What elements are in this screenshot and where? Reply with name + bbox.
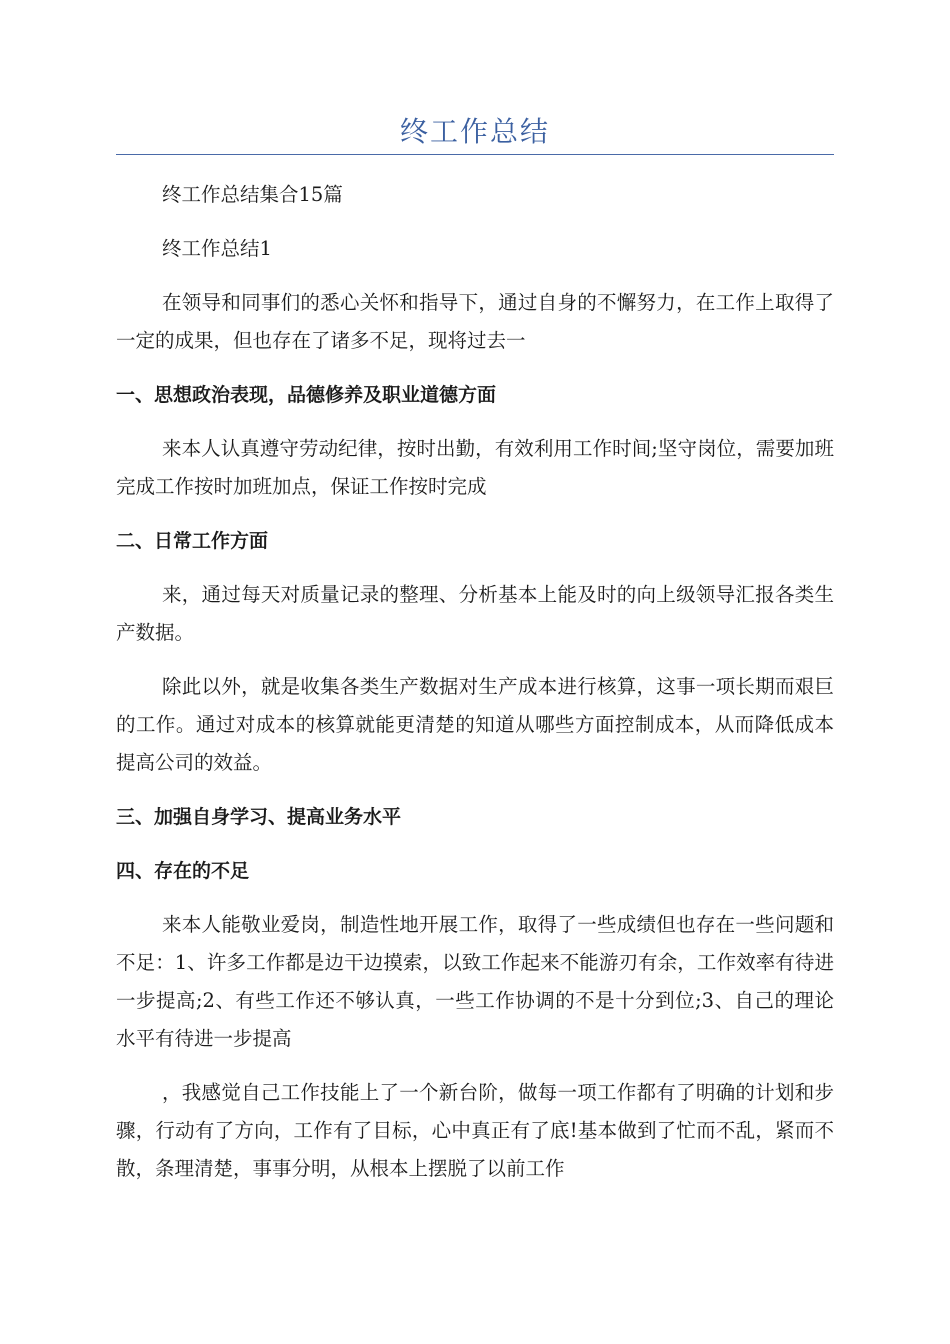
section-title: 终工作总结1 (162, 237, 272, 260)
heading-political: 一、思想政治表现，品德修养及职业道德方面 (116, 384, 497, 406)
heading-daily-work: 二、日常工作方面 (116, 530, 269, 552)
paragraph-shortcomings: 来本人能敬业爱岗，制造性地开展工作，取得了一些成绩但也存在一些问题和不足：1、许多工作都是边干边摸索，以致工作起来不能游刃有余，工作效率有待进一步提高;2、有些工作还不够认真，一些工作协调的不是十分到位;3、自己的理论水平有待进一步提高 (116, 913, 835, 1050)
intro-paragraph: 在领导和同事们的悉心关怀和指导下，通过自身的不懈努力，在工作上取得了一定的成果，但也存在了诸多不足，现将过去一 (116, 291, 834, 352)
heading-shortcomings: 四、存在的不足 (116, 860, 250, 882)
title-underline (116, 154, 834, 155)
document-title: 终工作总结 (399, 115, 550, 148)
paragraph-cost-accounting: 除此以外，就是收集各类生产数据对生产成本进行核算，这事一项长期而艰巨的工作。通过对成本的核算就能更清楚的知道从哪些方面控制成本，从而降低成本提高公司的效益。 (116, 675, 834, 774)
paragraph-quality-records: 来，通过每天对质量记录的整理、分析基本上能及时的向上级领导汇报各类生产数据。 (116, 583, 834, 644)
heading-self-study: 三、加强自身学习、提高业务水平 (116, 806, 402, 828)
paragraph-improvement: ，我感觉自己工作技能上了一个新台阶，做每一项工作都有了明确的计划和步骤，行动有了方向，工作有了目标，心中真正有了底!基本做到了忙而不乱，紧而不散，条理清楚，事事分明，从根本上摆脱了以前工作 (116, 1081, 834, 1180)
document-subtitle: 终工作总结集合15篇 (162, 183, 343, 206)
paragraph-discipline: 来本人认真遵守劳动纪律，按时出勤，有效利用工作时间;坚守岗位，需要加班完成工作按时加班加点，保证工作按时完成 (116, 437, 834, 498)
